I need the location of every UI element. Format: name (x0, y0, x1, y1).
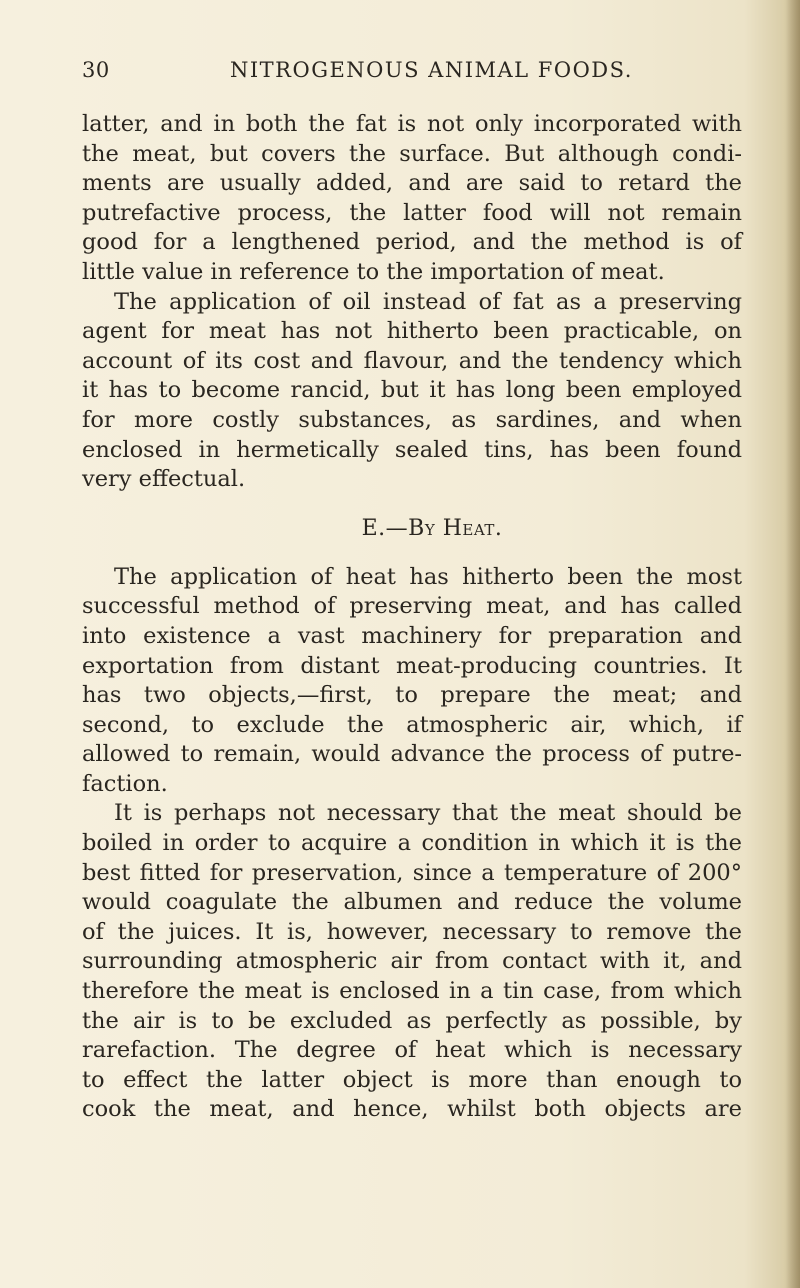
text-line: would coagulate the albumen and reduce the volume (82, 889, 742, 916)
text-line: good for a lengthened period, and the method is of (82, 229, 742, 256)
text-line: therefore the meat is enclosed in a tin case, from which (82, 978, 742, 1005)
text-line: rarefaction. The degree of heat which is necessary (82, 1037, 742, 1064)
text-line: cook the meat, and hence, whilst both objects are (82, 1096, 742, 1123)
paragraph-2 (82, 288, 742, 495)
text-line: the meat, but covers the surface. But although condi- (82, 140, 742, 167)
text-line: second, to exclude the atmospheric air, which, if (82, 711, 742, 738)
text-line: the air is to be excluded as perfectly as possible, by (82, 1007, 742, 1034)
section-letter: E.— (361, 515, 409, 541)
paragraph-4 (82, 799, 742, 1125)
text-line: latter, and in both the fat is not only incorporated with (82, 111, 742, 137)
text-line: exportation from distant meat-producing countries. It (82, 652, 742, 679)
text-line: it has to become rancid, but it has long been employed (82, 377, 742, 404)
text-line: best fitted for preservation, since a temperature of 200° (82, 859, 742, 886)
text-line: faction. (82, 770, 168, 797)
text-line: It is perhaps not necessary that the meat should be (114, 800, 742, 827)
text-line: putrefactive process, the latter food will not remain (82, 199, 742, 226)
text-line: The application of heat has hitherto been the most (114, 563, 742, 590)
running-title: NITROGENOUS ANIMAL FOODS. (230, 58, 633, 82)
text-line: to effect the latter object is more than enough to (82, 1066, 742, 1093)
text-line: surrounding atmospheric air from contact with it, and (82, 948, 742, 975)
text-line: little value in reference to the importation of meat. (82, 258, 665, 285)
section-heading (82, 495, 742, 563)
text-line: into existence a vast machinery for preparation and (82, 622, 742, 649)
body-text (82, 110, 742, 1125)
text-line: very effectual. (82, 466, 246, 493)
text-line: successful method of preserving meat, and has called (82, 593, 742, 620)
text-line: The application of oil instead of fat as a preserving (114, 288, 742, 315)
paragraph-3 (82, 563, 742, 800)
text-line: account of its cost and flavour, and the tendency which (82, 347, 742, 374)
running-head (82, 58, 742, 88)
paragraph-1 (82, 110, 742, 288)
text-line: agent for meat has not hitherto been practicable, on (82, 318, 742, 345)
section-title: By Heat. (408, 515, 503, 541)
text-line: of the juices. It is, however, necessary to remove the (82, 918, 742, 945)
text-line: has two objects,—first, to prepare the meat; and (82, 682, 742, 709)
page-edge-shadow (786, 0, 800, 1288)
text-line: enclosed in hermetically sealed tins, has been found (82, 436, 742, 463)
text-line: boiled in order to acquire a condition in which it is the (82, 830, 742, 857)
text-line: ments are usually added, and are said to retard the (82, 170, 742, 197)
text-line: allowed to remain, would advance the process of putre- (82, 741, 742, 768)
text-line: for more costly substances, as sardines, and when (82, 406, 742, 433)
page-number: 30 (82, 58, 110, 82)
